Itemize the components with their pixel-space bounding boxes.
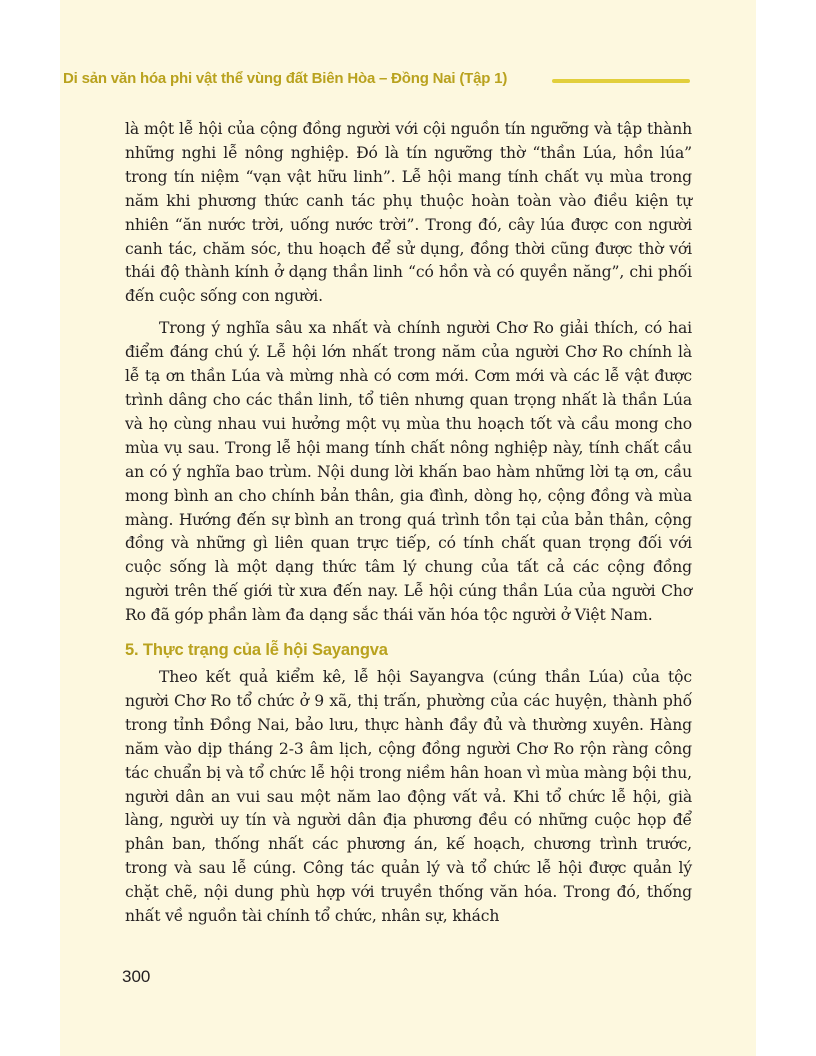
running-header: Di sản văn hóa phi vật thể vùng đất Biên Hòa – Đồng Nai (Tập 1) (63, 70, 508, 87)
header-rule (552, 79, 690, 83)
paragraph-3: Theo kết quả kiểm kê, lễ hội Sayangva (cúng thần Lúa) của tộc người Chơ Ro tổ chức ở 9 xã, thị trấn, phường của các huyện, thành phố trong tỉnh Đồng Nai, bảo lưu, thực hành đầy đủ và thường xuyên. Hàng năm vào dịp tháng 2-3 âm lịch, cộng đồng người Chơ Ro rộn ràng công tác chuẩn bị và tổ chức lễ hội trong niềm hân hoan vì mùa màng bội thu, người dân an vui sau một năm lao động vất vả. Khi tổ chức lễ hội, già làng, người uy tín và người dân địa phương đều có những cuộc họp để phân ban, thống nhất các phương án, kế hoạch, chương trình trước, trong và sau lễ cúng. Công tác quản lý và tổ chức lễ hội được quản lý chặt chẽ, nội dung phù hợp với truyền thống văn hóa. Trong đó, thống nhất về nguồn tài chính tổ chức, nhân sự, khách (125, 668, 692, 926)
page-body (125, 118, 692, 937)
paragraph-2: Trong ý nghĩa sâu xa nhất và chính người Chơ Ro giải thích, có hai điểm đáng chú ý. Lễ hội lớn nhất trong năm của người Chơ Ro chính là lễ tạ ơn thần Lúa và mừng nhà có cơm mới. Cơm mới và các lễ vật được trình dâng cho các thần linh, tổ tiên nhưng quan trọng nhất là thần Lúa và họ cùng nhau vui hưởng một vụ mùa thu hoạch tốt và cầu mong cho mùa vụ sau. Trong lễ hội mang tính chất nông nghiệp này, tính chất cầu an có ý nghĩa bao trùm. Nội dung lời khấn bao hàm những lời tạ ơn, cầu mong bình an cho chính bản thân, gia đình, dòng họ, cộng đồng và mùa màng. Hướng đến sự bình an trong quá trình tồn tại của bản thân, cộng đồng và những gì liên quan trực tiếp, có tính chất quan trọng đối với cuộc sống là một dạng thức tâm lý chung của tất cả các cộng đồng người trên thế giới từ xưa đến nay. Lễ hội cúng thần Lúa của người Chơ Ro đã góp phần làm đa dạng sắc thái văn hóa tộc người ở Việt Nam. (125, 319, 692, 625)
section-heading: 5. Thực trạng của lễ hội Sayangva (125, 641, 388, 660)
page-number: 300 (122, 967, 151, 986)
paragraph-1: là một lễ hội của cộng đồng người với cội nguồn tín ngưỡng và tập thành những nghi lễ nông nghiệp. Đó là tín ngưỡng thờ “thần Lúa, hồn lúa” trong tín niệm “vạn vật hữu linh”. Lễ hội mang tính chất vụ mùa trong năm khi phương thức canh tác phụ thuộc hoàn toàn vào điều kiện tự nhiên “ăn nước trời, uống nước trời”. Trong đó, cây lúa được con người canh tác, chăm sóc, thu hoạch để sử dụng, đồng thời cũng được thờ với thái độ thành kính ở dạng thần linh “có hồn và có quyền năng”, chi phối đến cuộc sống con người. (125, 120, 692, 306)
